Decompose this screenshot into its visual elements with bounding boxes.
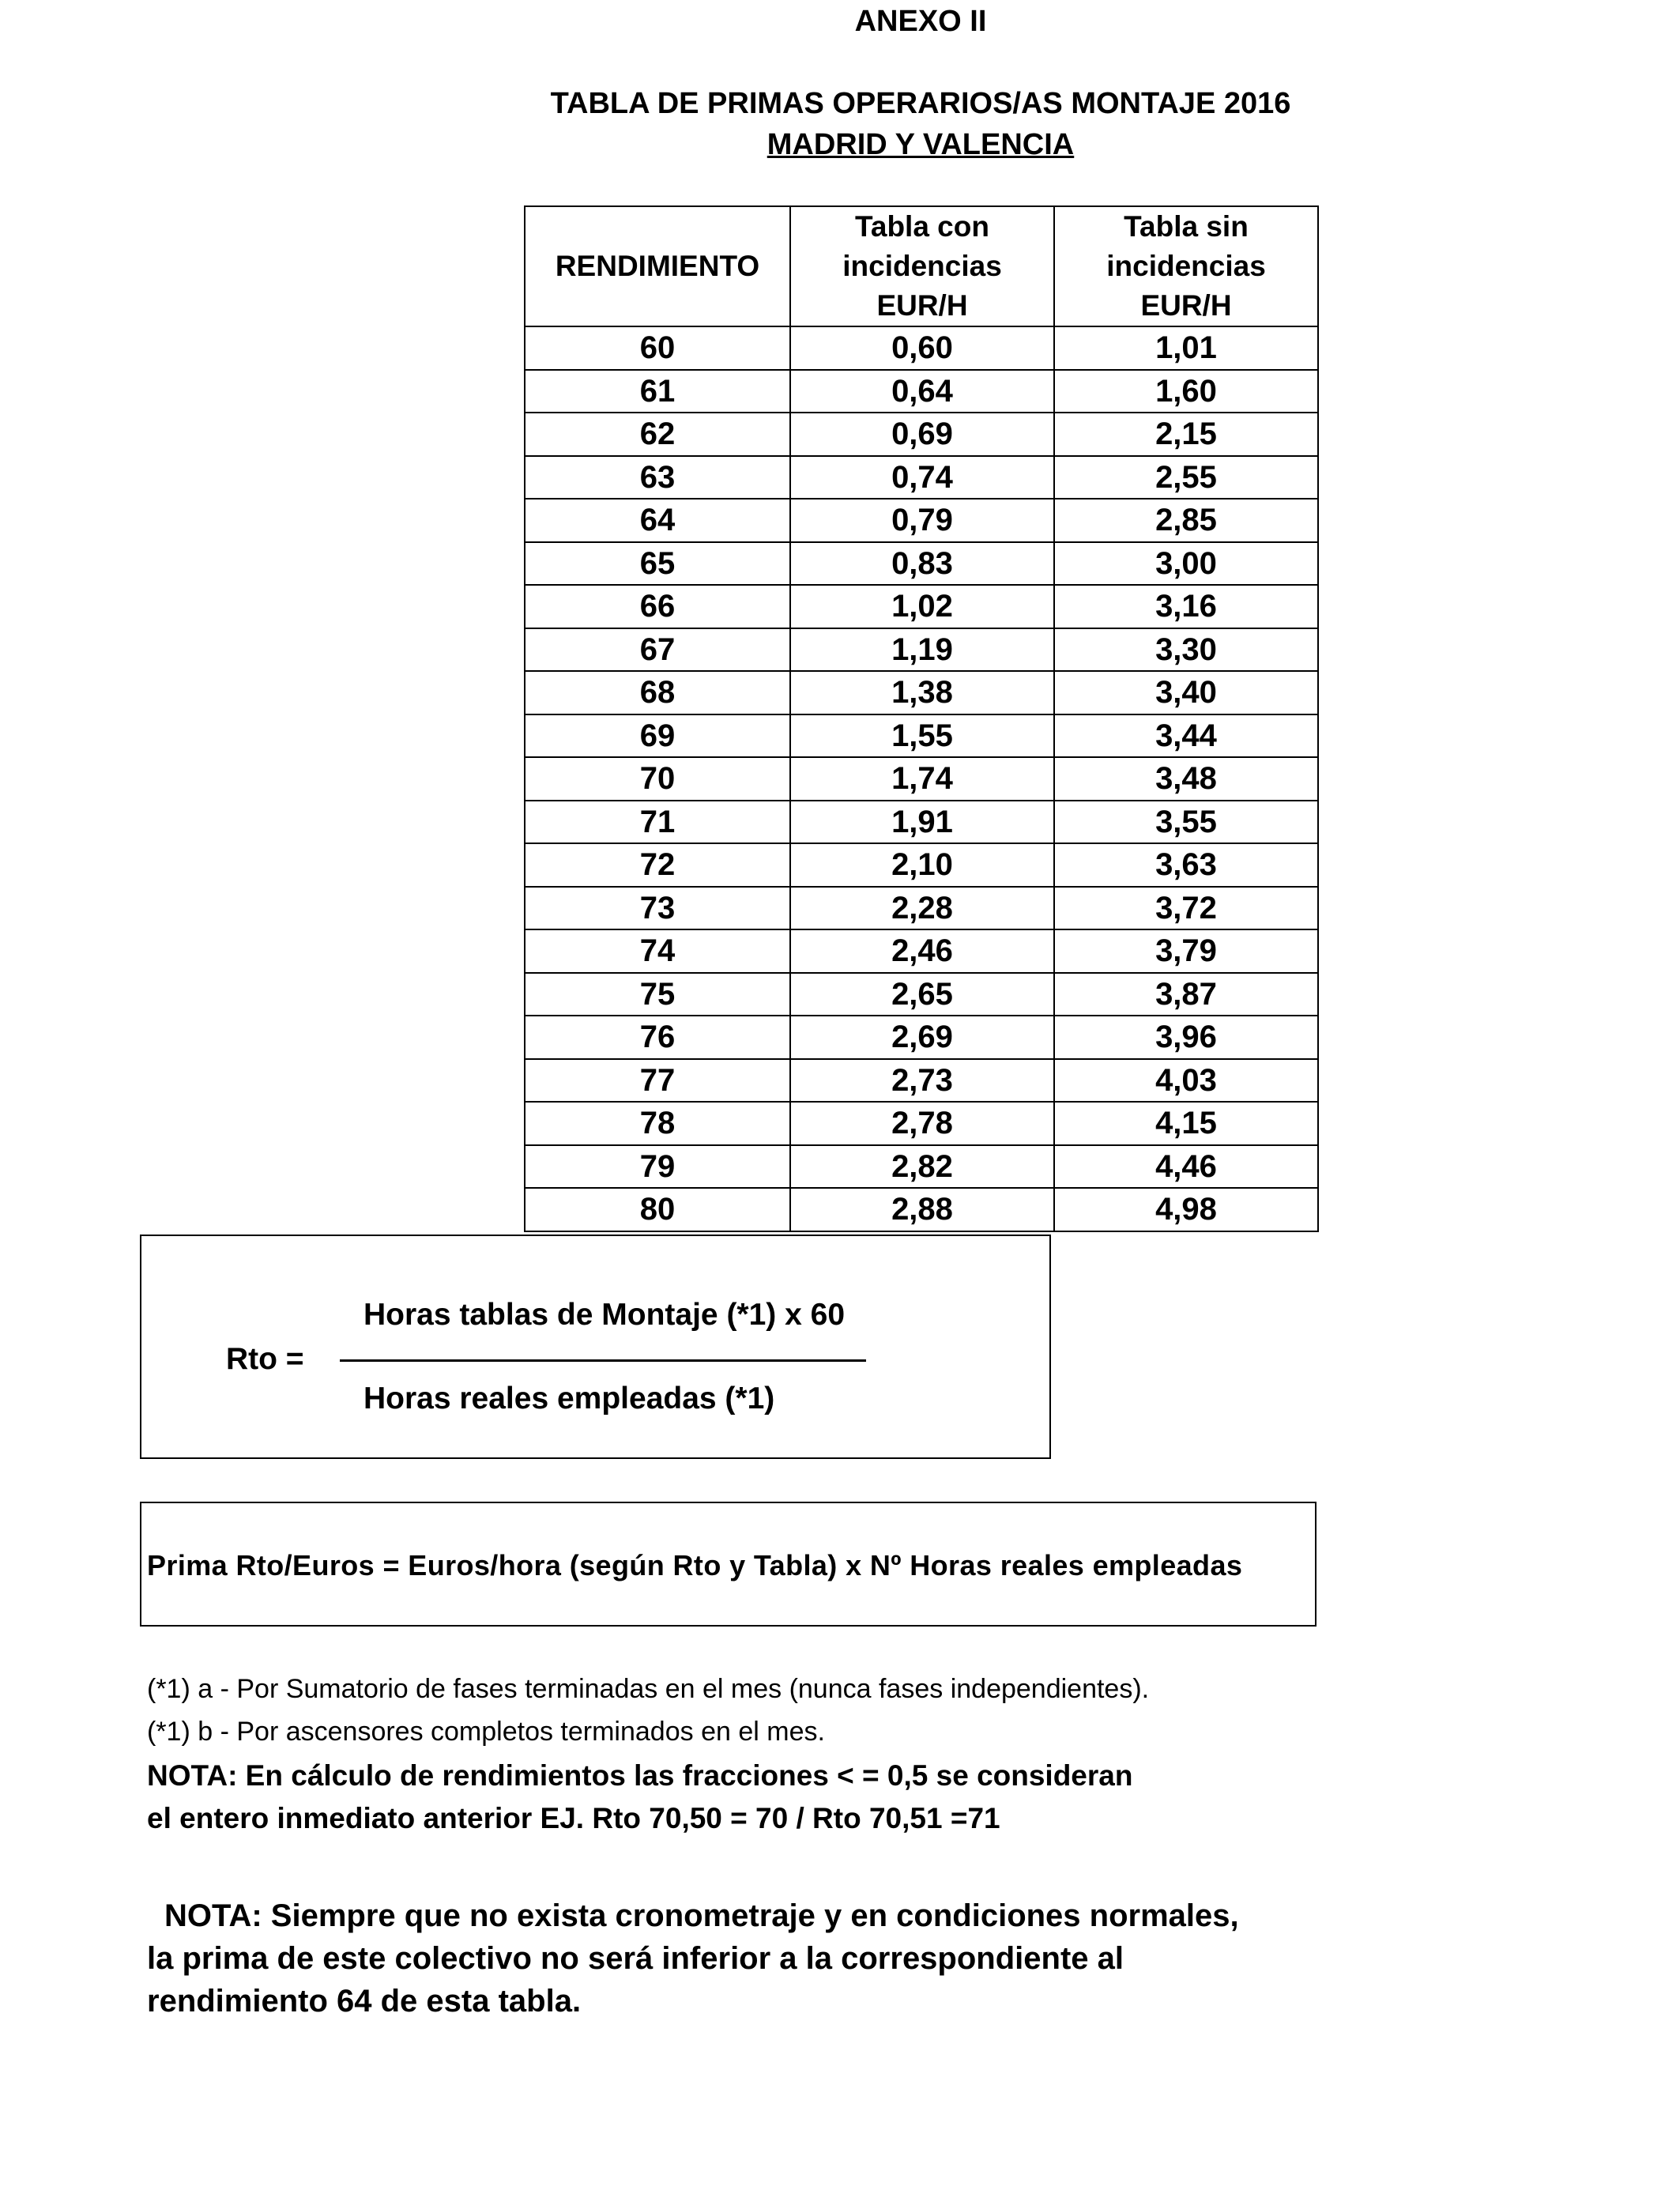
- table-cell: 4,98: [1054, 1188, 1318, 1231]
- table-cell: 79: [525, 1145, 790, 1189]
- table-row: [525, 499, 1318, 542]
- table-cell: 3,44: [1054, 714, 1318, 758]
- table-cell: 1,01: [1054, 326, 1318, 370]
- table-cell: 2,69: [790, 1016, 1054, 1059]
- table-row: [525, 671, 1318, 714]
- table-cell: 0,83: [790, 542, 1054, 586]
- table-cell: 1,19: [790, 628, 1054, 672]
- table-row: [525, 801, 1318, 844]
- table-cell: 67: [525, 628, 790, 672]
- table-cell: 75: [525, 973, 790, 1016]
- table-row: [525, 929, 1318, 973]
- table-cell: 3,48: [1054, 757, 1318, 801]
- table-cell: 2,55: [1054, 456, 1318, 499]
- table-cell: 2,88: [790, 1188, 1054, 1231]
- table-cell: 65: [525, 542, 790, 586]
- table-cell: 68: [525, 671, 790, 714]
- table-cell: 1,55: [790, 714, 1054, 758]
- table-cell: 3,79: [1054, 929, 1318, 973]
- column-header: RENDIMIENTO: [525, 206, 790, 326]
- table-cell: 78: [525, 1102, 790, 1145]
- prima-formula: Prima Rto/Euros = Euros/hora (según Rto y Tabla) x Nº Horas reales empleadas: [147, 1549, 1243, 1581]
- table-cell: 3,40: [1054, 671, 1318, 714]
- table-cell: 3,96: [1054, 1016, 1318, 1059]
- table-cell: 0,79: [790, 499, 1054, 542]
- column-header: Tabla sin incidencias EUR/H: [1054, 206, 1318, 326]
- prima-table: [524, 205, 1319, 1232]
- table-cell: 61: [525, 370, 790, 413]
- formula-label: Rto =: [226, 1342, 304, 1376]
- table-cell: 1,60: [1054, 370, 1318, 413]
- table-cell: 74: [525, 929, 790, 973]
- table-cell: 60: [525, 326, 790, 370]
- table-row: [525, 1188, 1318, 1231]
- table-row: [525, 370, 1318, 413]
- table-cell: 63: [525, 456, 790, 499]
- table-cell: 66: [525, 585, 790, 628]
- table-cell: 0,60: [790, 326, 1054, 370]
- table-row: [525, 1102, 1318, 1145]
- table-cell: 73: [525, 887, 790, 930]
- final-note-line: rendimiento 64 de esta tabla.: [147, 1984, 582, 2019]
- table-cell: 0,69: [790, 413, 1054, 456]
- table-row: [525, 714, 1318, 758]
- note-rounding-example: el entero inmediato anterior EJ. Rto 70,50 = 70 / Rto 70,51 =71: [147, 1802, 1000, 1834]
- table-cell: 1,91: [790, 801, 1054, 844]
- table-cell: 1,38: [790, 671, 1054, 714]
- table-cell: 71: [525, 801, 790, 844]
- table-cell: 2,78: [790, 1102, 1054, 1145]
- table-cell: 4,15: [1054, 1102, 1318, 1145]
- table-row: [525, 1059, 1318, 1103]
- table-cell: 0,64: [790, 370, 1054, 413]
- table-cell: 3,16: [1054, 585, 1318, 628]
- table-row: [525, 1145, 1318, 1189]
- table-cell: 3,00: [1054, 542, 1318, 586]
- table-cell: 3,87: [1054, 973, 1318, 1016]
- table-cell: 2,10: [790, 843, 1054, 887]
- final-note-line: la prima de este colectivo no será inferior a la correspondiente al: [147, 1941, 1124, 1976]
- table-cell: 4,03: [1054, 1059, 1318, 1103]
- formula-numerator: Horas tablas de Montaje (*1) x 60: [363, 1298, 846, 1332]
- note-b: (*1) b - Por ascensores completos terminados en el mes.: [147, 1717, 825, 1747]
- table-cell: 2,28: [790, 887, 1054, 930]
- table-cell: 2,65: [790, 973, 1054, 1016]
- column-header: Tabla con incidencias EUR/H: [790, 206, 1054, 326]
- table-cell: 2,46: [790, 929, 1054, 973]
- table-cell: 2,85: [1054, 499, 1318, 542]
- final-note-line: NOTA: Siempre que no exista cronometraje y en condiciones normales,: [164, 1898, 1239, 1933]
- table-cell: 0,74: [790, 456, 1054, 499]
- fraction-line: [340, 1359, 866, 1362]
- table-cell: 2,15: [1054, 413, 1318, 456]
- table-cell: 70: [525, 757, 790, 801]
- table-cell: 72: [525, 843, 790, 887]
- table-row: [525, 542, 1318, 586]
- page-title: TABLA DE PRIMAS OPERARIOS/AS MONTAJE 2016: [550, 87, 1291, 120]
- table-row: [525, 757, 1318, 801]
- table-cell: 4,46: [1054, 1145, 1318, 1189]
- table-cell: 1,74: [790, 757, 1054, 801]
- table-row: [525, 456, 1318, 499]
- table-row: [525, 887, 1318, 930]
- note-rounding: NOTA: En cálculo de rendimientos las fracciones < = 0,5 se consideran: [147, 1759, 1133, 1792]
- table-cell: 62: [525, 413, 790, 456]
- table-cell: 80: [525, 1188, 790, 1231]
- table-row: [525, 973, 1318, 1016]
- formula-denominator: Horas reales empleadas (*1): [363, 1382, 775, 1416]
- table-cell: 64: [525, 499, 790, 542]
- table-row: [525, 413, 1318, 456]
- table-cell: 3,30: [1054, 628, 1318, 672]
- table-cell: 3,72: [1054, 887, 1318, 930]
- table-cell: 1,02: [790, 585, 1054, 628]
- table-cell: 76: [525, 1016, 790, 1059]
- page-subtitle: MADRID Y VALENCIA: [767, 128, 1075, 161]
- table-row: [525, 326, 1318, 370]
- table-row: [525, 1016, 1318, 1059]
- table-cell: 69: [525, 714, 790, 758]
- table-cell: 2,73: [790, 1059, 1054, 1103]
- table-cell: 3,63: [1054, 843, 1318, 887]
- table-cell: 77: [525, 1059, 790, 1103]
- table-row: [525, 585, 1318, 628]
- table-cell: 2,82: [790, 1145, 1054, 1189]
- table-row: [525, 628, 1318, 672]
- annex-label: ANEXO II: [854, 5, 987, 38]
- note-a: (*1) a - Por Sumatorio de fases terminadas en el mes (nunca fases independientes).: [147, 1674, 1150, 1704]
- table-row: [525, 843, 1318, 887]
- table-cell: 3,55: [1054, 801, 1318, 844]
- table-header-row: [525, 206, 1318, 326]
